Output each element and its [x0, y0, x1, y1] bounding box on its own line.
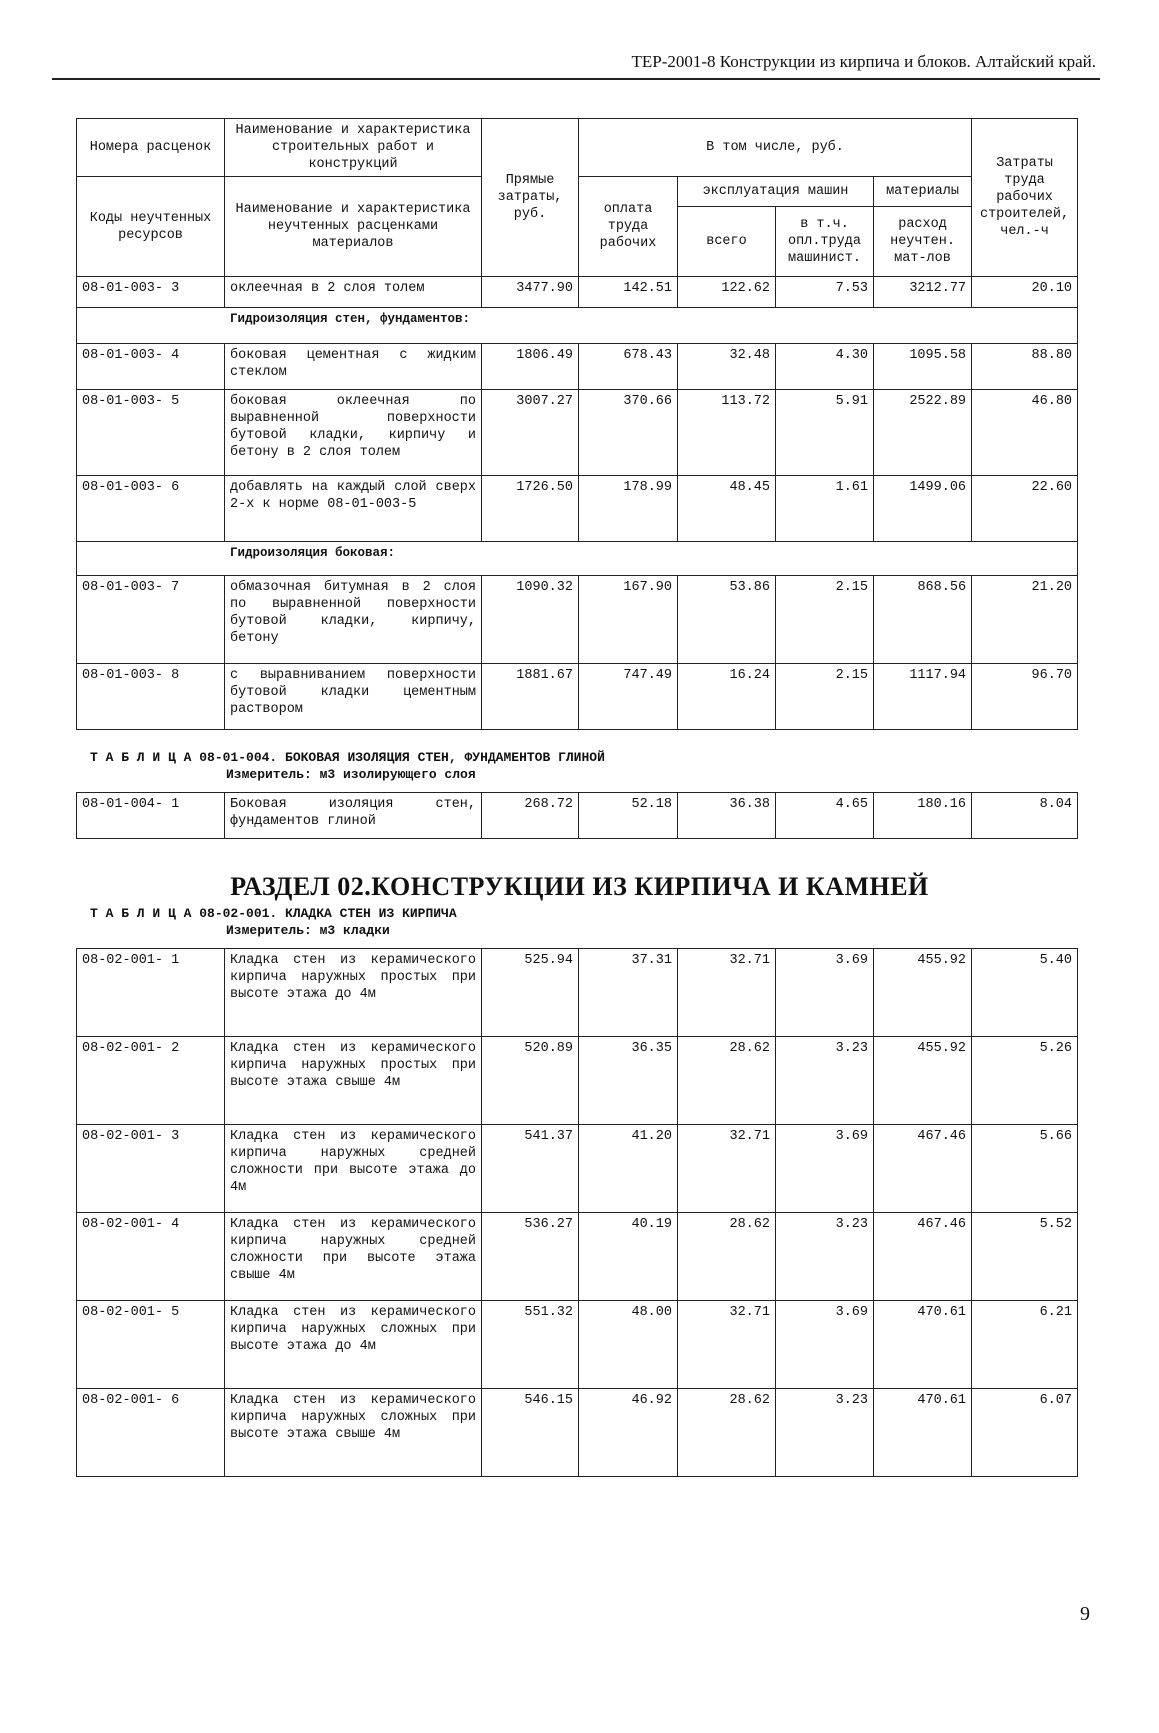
rate-name: оклеечная в 2 слоя толем — [225, 277, 482, 308]
header-title: ТЕР-2001-8 Конструкции из кирпича и блоков. Алтайский край. — [631, 52, 1096, 71]
labor-costs: 46.80 — [972, 390, 1078, 476]
rows-group-b — [77, 344, 1078, 542]
wage-costs: 36.35 — [579, 1037, 678, 1125]
page-number: 9 — [1080, 1603, 1090, 1625]
table-row — [77, 949, 1078, 1037]
col-unaccounted-materials: расход неучтен. мат-лов — [874, 207, 972, 277]
material-costs: 3212.77 — [874, 277, 972, 308]
wage-costs: 40.19 — [579, 1213, 678, 1301]
col-machines-total: всего — [678, 207, 776, 277]
machinist-wage: 5.91 — [776, 390, 874, 476]
table-row — [77, 1301, 1078, 1389]
direct-costs: 268.72 — [482, 793, 579, 839]
labor-costs: 5.52 — [972, 1213, 1078, 1301]
table-row — [77, 793, 1078, 839]
material-costs: 467.46 — [874, 1125, 972, 1213]
machine-costs: 32.71 — [678, 1125, 776, 1213]
col-work-name: Наименование и характеристика строительных работ и конструкций — [225, 119, 482, 177]
table-unit-08-02-001: Измеритель: м3 кладки — [226, 923, 390, 938]
table-row — [77, 1213, 1078, 1301]
wage-costs: 52.18 — [579, 793, 678, 839]
subheading-wall-waterproofing: Гидроизоляция стен, фундаментов: — [77, 308, 1078, 344]
labor-costs: 20.10 — [972, 277, 1078, 308]
table-row — [77, 277, 1078, 308]
machine-costs: 122.62 — [678, 277, 776, 308]
machinist-wage: 3.69 — [776, 949, 874, 1037]
col-wage: оплата труда рабочих — [579, 177, 678, 277]
wage-costs: 46.92 — [579, 1389, 678, 1477]
col-material-names: Наименование и характеристика неучтенных расценками материалов — [225, 177, 482, 277]
wage-costs: 142.51 — [579, 277, 678, 308]
direct-costs: 1726.50 — [482, 476, 579, 542]
rows-08-01-004 — [77, 793, 1078, 839]
table-row — [77, 576, 1078, 664]
rate-code: 08-02-001- 3 — [77, 1125, 225, 1213]
labor-costs: 6.07 — [972, 1389, 1078, 1477]
material-costs: 470.61 — [874, 1301, 972, 1389]
direct-costs: 3007.27 — [482, 390, 579, 476]
rate-code: 08-01-003- 3 — [77, 277, 225, 308]
rate-code: 08-02-001- 5 — [77, 1301, 225, 1389]
table-row — [77, 344, 1078, 390]
wage-costs: 678.43 — [579, 344, 678, 390]
direct-costs: 546.15 — [482, 1389, 579, 1477]
machinist-wage: 3.23 — [776, 1037, 874, 1125]
machine-costs: 28.62 — [678, 1389, 776, 1477]
material-costs: 1499.06 — [874, 476, 972, 542]
material-costs: 1095.58 — [874, 344, 972, 390]
direct-costs: 1806.49 — [482, 344, 579, 390]
rows-08-02-001 — [77, 949, 1078, 1477]
material-costs: 470.61 — [874, 1389, 972, 1477]
rate-name: Кладка стен из керамического кирпича наружных средней сложности при высоте этажа свыше 4м — [225, 1213, 482, 1301]
wage-costs: 747.49 — [579, 664, 678, 730]
table-caption-08-01-004: Т А Б Л И Ц А 08-01-004. БОКОВАЯ ИЗОЛЯЦИЯ СТЕН, ФУНДАМЕНТОВ ГЛИНОЙ — [90, 750, 605, 765]
wage-costs: 41.20 — [579, 1125, 678, 1213]
machine-costs: 32.71 — [678, 1301, 776, 1389]
material-costs: 180.16 — [874, 793, 972, 839]
rate-name: добавлять на каждый слой сверх 2-х к норме 08-01-003-5 — [225, 476, 482, 542]
rate-name: Кладка стен из керамического кирпича наружных сложных при высоте этажа до 4м — [225, 1301, 482, 1389]
wage-costs: 167.90 — [579, 576, 678, 664]
rate-code: 08-01-003- 6 — [77, 476, 225, 542]
direct-costs: 1881.67 — [482, 664, 579, 730]
rate-name: боковая оклеечная по выравненной поверхности бутовой кладки, кирпичу и бетону в 2 слоя толем — [225, 390, 482, 476]
table-row — [77, 664, 1078, 730]
table-row — [77, 1389, 1078, 1477]
running-header — [52, 48, 1100, 80]
subheading-group-2 — [77, 542, 1078, 576]
labor-costs: 6.21 — [972, 1301, 1078, 1389]
material-costs: 868.56 — [874, 576, 972, 664]
machinist-wage: 2.15 — [776, 576, 874, 664]
machinist-wage: 3.69 — [776, 1301, 874, 1389]
rate-code: 08-01-003- 8 — [77, 664, 225, 730]
rate-code: 08-02-001- 2 — [77, 1037, 225, 1125]
col-labor-costs: Затраты труда рабочих строителей, чел.-ч — [972, 119, 1078, 277]
section-title: РАЗДЕЛ 02.КОНСТРУКЦИИ ИЗ КИРПИЧА И КАМНЕЙ — [230, 872, 929, 901]
wage-costs: 370.66 — [579, 390, 678, 476]
table-caption-08-02-001: Т А Б Л И Ц А 08-02-001. КЛАДКА СТЕН ИЗ КИРПИЧА — [90, 906, 457, 921]
rate-code: 08-02-001- 6 — [77, 1389, 225, 1477]
machine-costs: 48.45 — [678, 476, 776, 542]
material-costs: 467.46 — [874, 1213, 972, 1301]
rates-table-08-02-001 — [76, 948, 1078, 1477]
machinist-wage: 4.30 — [776, 344, 874, 390]
labor-costs: 5.26 — [972, 1037, 1078, 1125]
labor-costs: 22.60 — [972, 476, 1078, 542]
machinist-wage: 3.23 — [776, 1213, 874, 1301]
machinist-wage: 3.23 — [776, 1389, 874, 1477]
material-costs: 1117.94 — [874, 664, 972, 730]
machine-costs: 32.48 — [678, 344, 776, 390]
direct-costs: 520.89 — [482, 1037, 579, 1125]
rate-code: 08-01-003- 7 — [77, 576, 225, 664]
material-costs: 455.92 — [874, 1037, 972, 1125]
rate-code: 08-01-003- 4 — [77, 344, 225, 390]
table-unit-08-01-004: Измеритель: м3 изолирующего слоя — [226, 767, 476, 782]
machine-costs: 113.72 — [678, 390, 776, 476]
direct-costs: 551.32 — [482, 1301, 579, 1389]
wage-costs: 48.00 — [579, 1301, 678, 1389]
labor-costs: 96.70 — [972, 664, 1078, 730]
table-row — [77, 390, 1078, 476]
machine-costs: 28.62 — [678, 1037, 776, 1125]
wage-costs: 178.99 — [579, 476, 678, 542]
rates-table-08-01-003 — [76, 118, 1078, 730]
labor-costs: 5.40 — [972, 949, 1078, 1037]
rate-name: обмазочная битумная в 2 слоя по выравненной поверхности бутовой кладки, кирпичу, бетону — [225, 576, 482, 664]
rate-code: 08-01-003- 5 — [77, 390, 225, 476]
machine-costs: 16.24 — [678, 664, 776, 730]
rate-name: Кладка стен из керамического кирпича наружных простых при высоте этажа свыше 4м — [225, 1037, 482, 1125]
direct-costs: 525.94 — [482, 949, 579, 1037]
col-including: В том числе, руб. — [579, 119, 972, 177]
direct-costs: 536.27 — [482, 1213, 579, 1301]
rates-table-08-01-004 — [76, 792, 1078, 839]
table-row — [77, 1125, 1078, 1213]
rate-name: Кладка стен из керамического кирпича наружных простых при высоте этажа до 4м — [225, 949, 482, 1037]
machine-costs: 53.86 — [678, 576, 776, 664]
subheading-side-waterproofing: Гидроизоляция боковая: — [77, 542, 1078, 576]
col-machinist-wage: в т.ч. опл.труда машинист. — [776, 207, 874, 277]
machinist-wage: 3.69 — [776, 1125, 874, 1213]
machinist-wage: 1.61 — [776, 476, 874, 542]
machine-costs: 36.38 — [678, 793, 776, 839]
machinist-wage: 7.53 — [776, 277, 874, 308]
rate-name: боковая цементная с жидким стеклом — [225, 344, 482, 390]
wage-costs: 37.31 — [579, 949, 678, 1037]
rate-name: Кладка стен из керамического кирпича наружных сложных при высоте этажа свыше 4м — [225, 1389, 482, 1477]
labor-costs: 5.66 — [972, 1125, 1078, 1213]
machinist-wage: 4.65 — [776, 793, 874, 839]
col-machines: эксплуатация машин — [678, 177, 874, 207]
rows-group-c — [77, 576, 1078, 730]
col-direct-costs: Прямые затраты, руб. — [482, 119, 579, 277]
direct-costs: 3477.90 — [482, 277, 579, 308]
col-rate-numbers: Номера расценок — [77, 119, 225, 177]
col-resource-codes: Коды неучтенных ресурсов — [77, 177, 225, 277]
rate-code: 08-02-001- 4 — [77, 1213, 225, 1301]
rate-code: 08-02-001- 1 — [77, 949, 225, 1037]
labor-costs: 21.20 — [972, 576, 1078, 664]
machine-costs: 28.62 — [678, 1213, 776, 1301]
rate-name: с выравниванием поверхности бутовой кладки цементным раствором — [225, 664, 482, 730]
direct-costs: 1090.32 — [482, 576, 579, 664]
material-costs: 2522.89 — [874, 390, 972, 476]
material-costs: 455.92 — [874, 949, 972, 1037]
machinist-wage: 2.15 — [776, 664, 874, 730]
table-row — [77, 476, 1078, 542]
machine-costs: 32.71 — [678, 949, 776, 1037]
rate-name: Боковая изоляция стен, фундаментов глиной — [225, 793, 482, 839]
subheading-group-1 — [77, 308, 1078, 344]
labor-costs: 88.80 — [972, 344, 1078, 390]
direct-costs: 541.37 — [482, 1125, 579, 1213]
rate-name: Кладка стен из керамического кирпича наружных средней сложности при высоте этажа до 4м — [225, 1125, 482, 1213]
table-row — [77, 1037, 1078, 1125]
rate-code: 08-01-004- 1 — [77, 793, 225, 839]
rows-group-a — [77, 277, 1078, 308]
col-materials: материалы — [874, 177, 972, 207]
labor-costs: 8.04 — [972, 793, 1078, 839]
table-head — [77, 119, 1078, 277]
